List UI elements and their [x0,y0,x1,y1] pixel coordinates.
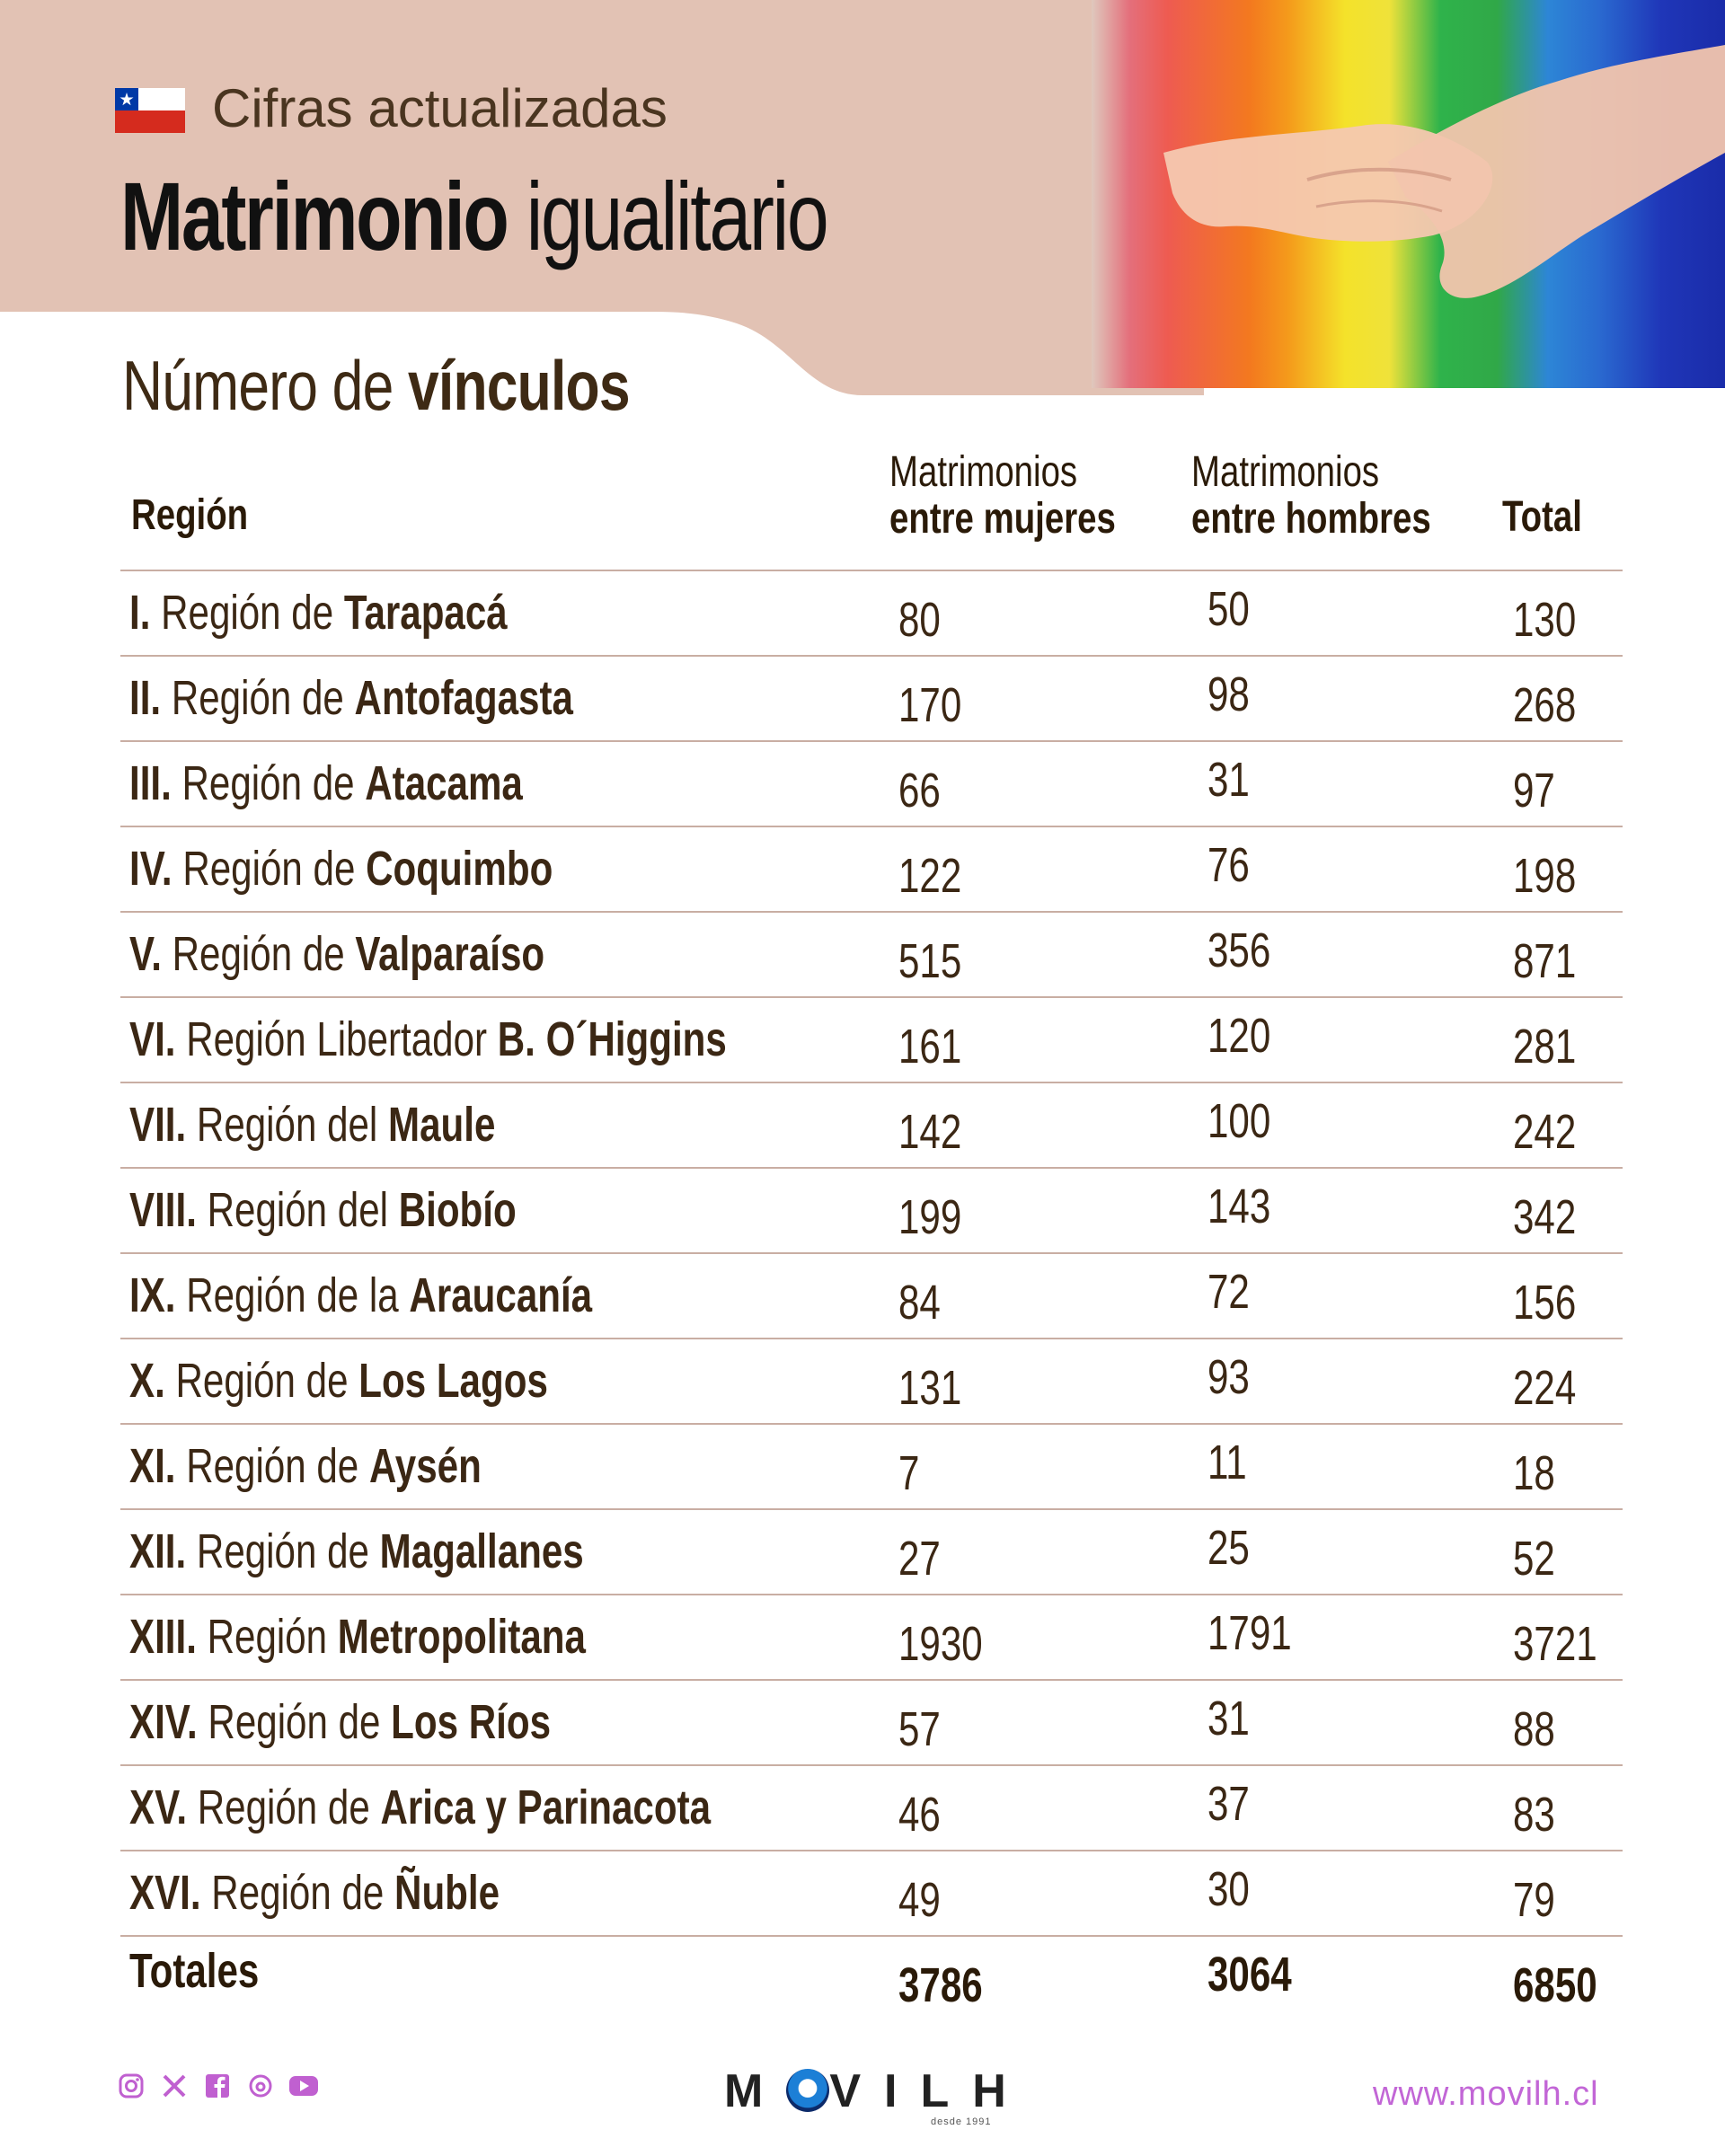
mujeres-cell: 57 [898,1702,941,1756]
region-cell [129,1267,592,1324]
hombres-cell: 100 [1208,1094,1271,1148]
region-prefix: Región de [197,1695,392,1749]
region-number: I. [129,586,151,640]
region-name: Aysén [368,1439,482,1493]
table-row [120,1851,1623,1937]
table-row [120,742,1623,827]
totals-hombres: 3064 [1208,1948,1292,2001]
subtitle: Cifras actualizadas [212,78,668,138]
totals-row [120,1937,1623,2020]
region-cell [129,1779,711,1836]
region-prefix: Región de [200,1866,395,1920]
region-cell [129,1608,586,1666]
region-number: V. [129,927,162,981]
region-cell [129,925,544,983]
region-name: Biobío [398,1183,517,1237]
region-name: B. O´Higgins [497,1012,727,1066]
table-row [120,657,1623,742]
region-prefix: Región de [161,671,355,725]
youtube-icon[interactable] [288,2070,320,2102]
hombres-cell: 72 [1208,1265,1250,1319]
region-name: Metropolitana [337,1610,586,1664]
section-heading [122,345,630,427]
social-icons [115,2070,320,2102]
totals-total: 6850 [1513,1958,1597,2012]
facebook-icon[interactable] [201,2070,234,2102]
rainbow-hands-photo [1092,0,1725,388]
logo-text-post: VILH [829,2065,1030,2117]
hombres-cell: 1791 [1208,1606,1292,1660]
region-prefix: Región del [186,1098,389,1152]
total-cell: 156 [1513,1276,1577,1330]
region-number: XIII. [129,1610,197,1664]
region-name: Tarapacá [343,586,508,640]
region-cell [129,1864,500,1922]
hombres-cell: 356 [1208,923,1271,977]
total-cell: 3721 [1513,1617,1597,1671]
mujeres-cell: 122 [898,849,962,903]
region-number: II. [129,671,162,725]
region-prefix: Región de [171,756,366,810]
region-number: XVI. [129,1866,201,1920]
hombres-cell: 93 [1208,1350,1250,1404]
hombres-cell: 143 [1208,1180,1271,1233]
region-prefix: Región de [150,586,344,640]
table-row [120,913,1623,998]
mujeres-cell: 199 [898,1190,962,1244]
mujeres-cell: 161 [898,1020,962,1074]
total-cell: 79 [1513,1873,1555,1927]
table-row [120,1169,1623,1254]
region-name: Antofagasta [354,671,573,725]
region-name: Maule [388,1098,496,1152]
table-row [120,571,1623,657]
region-number: IV. [129,842,172,896]
mujeres-cell: 84 [898,1276,941,1330]
region-number: VII. [129,1098,187,1152]
header-hombres-line1: Matrimonios [1191,448,1380,496]
region-prefix: Región de [161,927,356,981]
total-cell: 871 [1513,934,1577,988]
hombres-cell: 11 [1208,1436,1247,1489]
region-prefix: Región de [164,1354,359,1408]
mujeres-cell: 46 [898,1788,941,1842]
total-cell: 342 [1513,1190,1577,1244]
table-row [120,1766,1623,1851]
mujeres-cell: 1930 [898,1617,983,1671]
website-link[interactable]: www.movilh.cl [1373,2075,1599,2113]
header-hombres [1191,449,1431,543]
region-name: Coquimbo [366,842,553,896]
region-number: XIV. [129,1695,198,1749]
logo-tagline: desde 1991 [931,2116,992,2127]
region-name: Ñuble [394,1866,500,1920]
total-cell: 52 [1513,1532,1555,1586]
region-cell [129,584,508,641]
section-bold: vínculos [408,346,630,425]
region-name: Arica y Parinacota [380,1780,712,1834]
mujeres-cell: 142 [898,1105,962,1159]
hombres-cell: 25 [1208,1521,1250,1575]
region-name: Atacama [365,756,523,810]
hombres-cell: 30 [1208,1862,1250,1916]
hombres-cell: 120 [1208,1009,1271,1063]
region-name: Araucanía [409,1268,593,1322]
region-cell [129,1693,551,1751]
region-prefix: Región de la [175,1268,410,1322]
region-prefix: Región de [172,842,367,896]
mujeres-cell: 80 [898,593,941,647]
hombres-cell: 98 [1208,667,1250,721]
table-row [120,1510,1623,1595]
movilh-logo [724,2064,1030,2118]
header-mujeres-line1: Matrimonios [889,448,1078,496]
region-number: X. [129,1354,165,1408]
table-row [120,1681,1623,1766]
region-prefix: Región Libertador [175,1012,498,1066]
hombres-cell: 31 [1208,753,1250,807]
region-prefix: Región [196,1610,338,1664]
table-row [120,1339,1623,1425]
mujeres-cell: 131 [898,1361,962,1415]
region-name: Los Lagos [358,1354,548,1408]
mujeres-cell: 170 [898,678,962,732]
region-cell [129,1011,727,1068]
region-cell [129,1523,584,1580]
instagram-icon[interactable] [115,2070,147,2102]
page-title [120,160,827,272]
region-number: VI. [129,1012,176,1066]
region-cell [129,840,553,897]
section-prefix: Número de [122,346,409,425]
title-bold: Matrimonio [120,162,508,270]
region-number: XV. [129,1780,188,1834]
region-number: XI. [129,1439,176,1493]
total-cell: 198 [1513,849,1577,903]
title-rest: igualitario [507,162,827,270]
region-cell [129,1352,548,1409]
header-total: Total [1502,493,1582,541]
region-cell [129,1181,517,1239]
region-cell [129,755,523,812]
region-number: XII. [129,1524,187,1578]
header-hombres-line2: entre hombres [1191,495,1431,543]
mujeres-cell: 49 [898,1873,941,1927]
total-cell: 83 [1513,1788,1555,1842]
mujeres-cell: 27 [898,1532,941,1586]
region-cell [129,1437,482,1495]
region-name: Valparaíso [355,927,545,981]
total-cell: 130 [1513,593,1577,647]
table-body [120,571,1623,1937]
header-mujeres [889,449,1116,543]
mujeres-cell: 515 [898,934,962,988]
total-cell: 268 [1513,678,1577,732]
region-number: III. [129,756,172,810]
table-row [120,1595,1623,1681]
total-cell: 242 [1513,1105,1577,1159]
table-header [120,440,1623,571]
chile-flag-icon [115,88,185,133]
header-mujeres-line2: entre mujeres [889,495,1116,543]
hombres-cell: 37 [1208,1777,1250,1831]
table-row [120,998,1623,1083]
region-prefix: Región del [196,1183,399,1237]
total-cell: 18 [1513,1446,1555,1500]
region-prefix: Región de [187,1780,381,1834]
region-prefix: Región de [175,1439,369,1493]
header-region: Región [131,491,249,539]
logo-eye-icon [786,2069,829,2112]
mujeres-cell: 7 [898,1446,920,1500]
total-cell: 88 [1513,1702,1555,1756]
region-cell [129,669,573,727]
region-cell [129,1096,495,1153]
totals-mujeres: 3786 [898,1958,983,2012]
x-icon[interactable] [158,2070,190,2102]
logo-text-pre: M [724,2065,787,2117]
table-row [120,1254,1623,1339]
hombres-cell: 76 [1208,838,1250,892]
region-number: VIII. [129,1183,197,1237]
table-row [120,827,1623,913]
region-name: Magallanes [379,1524,584,1578]
hombres-cell: 31 [1208,1692,1250,1745]
marriage-table [120,440,1623,2020]
total-cell: 281 [1513,1020,1577,1074]
table-row [120,1083,1623,1169]
region-name: Los Ríos [391,1695,552,1749]
total-cell: 224 [1513,1361,1577,1415]
region-prefix: Región de [186,1524,380,1578]
region-number: IX. [129,1268,176,1322]
table-row [120,1425,1623,1510]
mujeres-cell: 66 [898,764,941,817]
totals-label: Totales [129,1944,260,1998]
threads-icon[interactable] [244,2070,277,2102]
total-cell: 97 [1513,764,1555,817]
hombres-cell: 50 [1208,582,1250,636]
